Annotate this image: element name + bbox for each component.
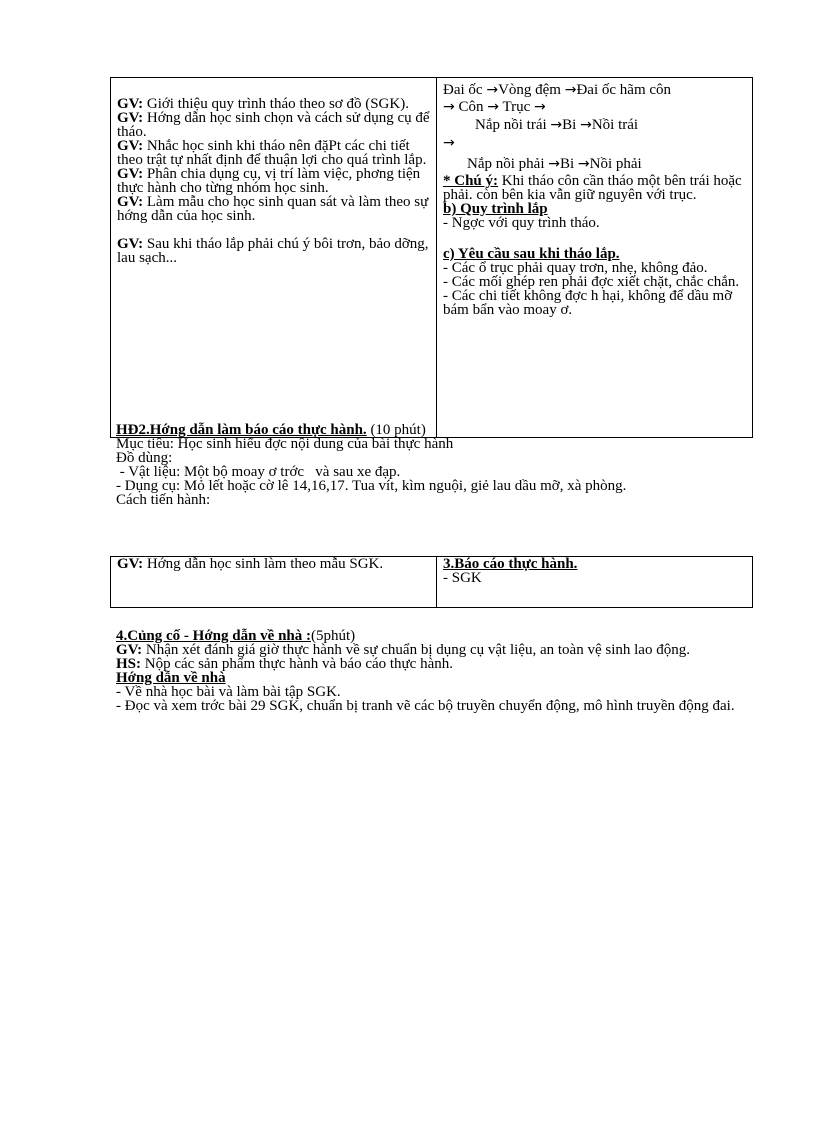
requirement-item-2: - Các mối ghép ren phải đợc xiết chặt, chắc chắn. xyxy=(443,274,740,290)
gv-review: GV: Nhận xét đánh giá giờ thực hành về sự chuẩn bị dụng cụ vật liệu, an toàn vệ sinh lao động. xyxy=(116,642,690,658)
requirement-item-3: - Các chi tiết không đợc h hại, không để dầu mỡ bám bẩn vào moay ơ. xyxy=(443,288,733,318)
arrow-right-icon: → xyxy=(564,82,577,98)
arrow-right-icon: → xyxy=(580,117,592,133)
arrow-right-icon: → xyxy=(487,99,499,115)
disassembly-flow-1: Đai ốc →Vòng đệm →Đai ốc hãm côn → Côn → Trục → xyxy=(443,82,672,115)
homework-item: - Về nhà học bài và làm bài tập SGK. xyxy=(116,684,341,700)
report-heading: 3.Báo cáo thực hành. xyxy=(443,556,578,572)
report-content-cell xyxy=(437,557,753,608)
hs-submit: HS: Nộp các sản phẩm thực hành và báo cáo thực hành. xyxy=(116,656,453,672)
assembly-heading: b) Quy trình lắp xyxy=(443,201,548,217)
teacher-activities-cell xyxy=(111,78,437,438)
procedure-content-cell xyxy=(437,78,753,438)
arrow-right-icon: → xyxy=(534,99,546,115)
report-table xyxy=(110,556,753,608)
assembly-text: - Ngợc với quy trình tháo. xyxy=(443,215,600,231)
hd2-line: Đồ dùng: xyxy=(116,450,173,466)
consolidation-section xyxy=(116,629,756,713)
arrow-right-icon: → xyxy=(548,156,560,172)
arrow-right-icon: → xyxy=(486,82,499,98)
hd2-line: Mục tiêu: Học sinh hiểu đợc nội dung của bài thực hành xyxy=(116,436,454,452)
homework-heading: Hớng dẫn về nhà xyxy=(116,670,226,686)
homework-item: - Đọc và xem trớc bài 29 SGK, chuẩn bị tranh vẽ các bộ truyền chuyển động, mô hình truyền động đai. xyxy=(116,698,735,714)
arrow-right-icon: → xyxy=(577,156,590,172)
gv-line-4: GV: Phân chia dụng cụ, vị trí làm việc, phơng tiện thực hành cho từng nhóm học sinh. xyxy=(117,166,421,196)
gv-line-2: GV: Hớng dẫn học sinh chọn và cách sử dụng cụ để tháo. xyxy=(117,110,430,140)
gv-line-1: GV: Giới thiệu quy trình tháo theo sơ đồ (SGK). xyxy=(117,96,409,112)
arrow-right-icon: → xyxy=(550,117,563,133)
hd2-line: - Dụng cụ: Mỏ lết hoặc cờ lê 14,16,17. Tua vít, kìm nguội, giẻ lau dầu mỡ, xà phòng. xyxy=(116,478,627,494)
gv-line-3: GV: Nhắc học sinh khi tháo nên đặPt các chi tiết theo trật tự nhất định để thuận lợi cho quá trình lắp. xyxy=(117,138,427,168)
note-paragraph: * Chú ý: Khi tháo côn cần tháo một bên trái hoặc phải. còn bên kia vẫn giữ nguyên với trục. xyxy=(443,173,742,203)
requirement-item-1: - Các ổ trục phải quay trơn, nhẹ, không đảo. xyxy=(443,260,708,276)
procedure-table xyxy=(110,77,753,438)
gv-line-5: GV: Làm mẫu cho học sinh quan sát và làm theo sự hớng dẫn của học sinh. xyxy=(117,194,429,224)
report-text: - SGK xyxy=(443,570,482,586)
arrow-right-icon: → xyxy=(443,99,455,115)
hd2-line: Cách tiến hành: xyxy=(116,492,211,508)
disassembly-flow-2: Nắp nồi trái →Bi →Nồi trái xyxy=(475,117,639,133)
gv-line-6: GV: Sau khi tháo lắp phải chú ý bôi trơn, bảo dỡng, lau sạch... xyxy=(117,236,429,266)
requirements-heading: c) Yêu cầu sau khi tháo lắp. xyxy=(443,246,620,262)
hd2-line: - Vật liệu: Một bộ moay ơ trớc và sau xe đạp. xyxy=(116,464,401,480)
consolidation-heading: 4.Củng cố - Hớng dẫn về nhà :(5phút) xyxy=(116,628,356,644)
arrow-right-icon: → xyxy=(443,135,455,151)
report-teacher-cell: GV: Hớng dẫn học sinh làm theo mẫu SGK. xyxy=(111,557,437,608)
hd2-section xyxy=(116,423,756,507)
disassembly-flow-3: Nắp nồi phải →Bi →Nồi phải xyxy=(467,156,642,172)
hd2-heading: HĐ2.Hớng dẫn làm báo cáo thực hành. (10 phút) xyxy=(116,422,426,438)
